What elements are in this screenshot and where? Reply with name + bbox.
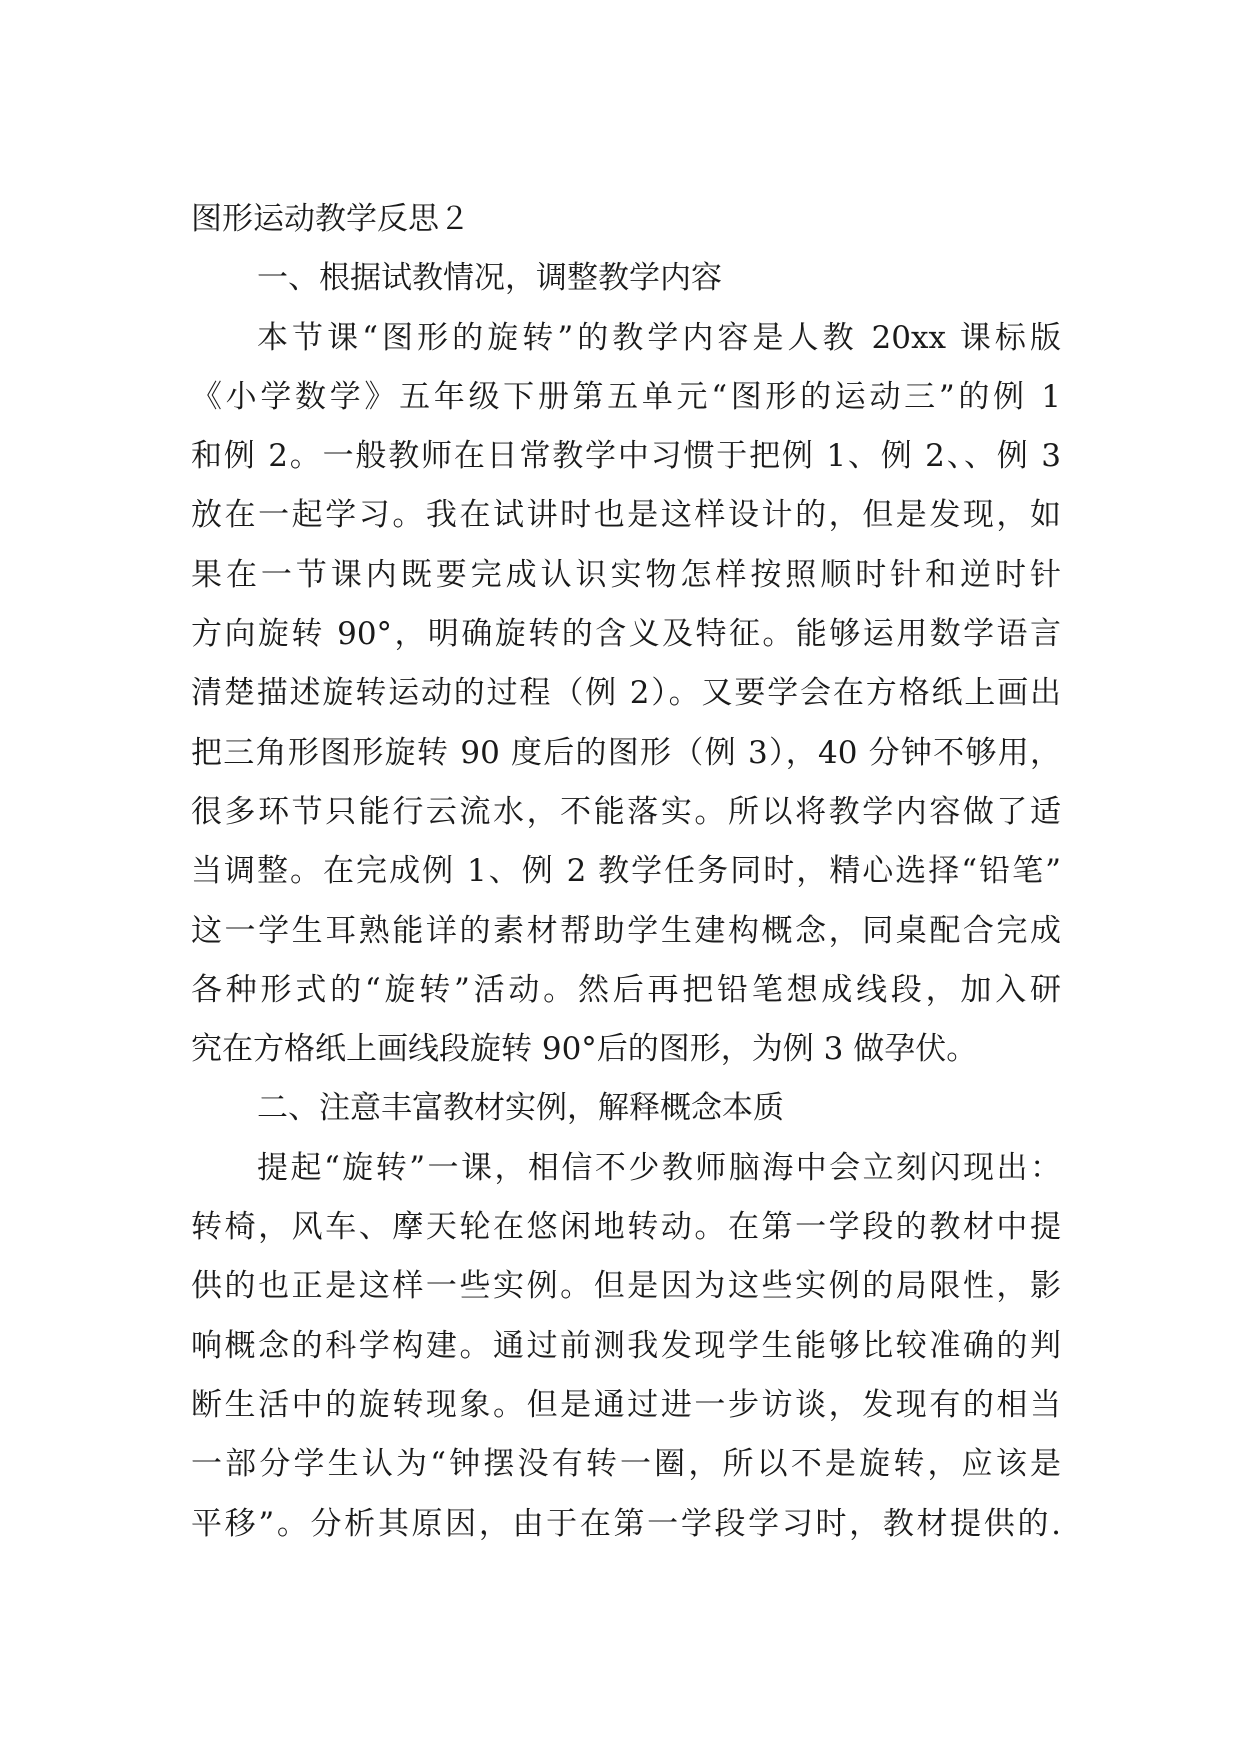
paragraph-line: 本节课“图形的旋转”的教学内容是人教 20xx 课标版 [257,319,1061,356]
paragraph-line: 清楚描述旋转运动的过程（例 2）。又要学会在方格纸上画出 [191,675,1061,712]
paragraph-line: 果在一节课内既要完成认识实物怎样按照顺时针和逆时针 [191,556,1061,593]
paragraph-line: 方向旋转 90°，明确旋转的含义及特征。能够运用数学语言 [191,616,1061,653]
paragraph-line: 各种形式的“旋转”活动。然后再把铅笔想成线段，加入研 [191,971,1061,1008]
paragraph-line: 当调整。在完成例 1、例 2 教学任务同时，精心选择“铅笔” [191,853,1061,890]
section-heading-2: 二、注意丰富教材实例，解释概念本质 [257,1090,784,1127]
paragraph-line: 响概念的科学构建。通过前测我发现学生能够比较准确的判 [191,1327,1061,1364]
paragraph-line: 供的也正是这样一些实例。但是因为这些实例的局限性，影 [191,1268,1061,1305]
paragraph-line: 究在方格纸上画线段旋转 90°后的图形，为例 3 做孕伏。 [191,1031,978,1068]
paragraph-line: 放在一起学习。我在试讲时也是这样设计的，但是发现，如 [191,497,1061,534]
section-heading-1: 一、根据试教情况，调整教学内容 [257,260,722,297]
document-title: 图形运动教学反思２ [191,201,470,237]
paragraph-line: 提起“旋转”一课，相信不少教师脑海中会立刻闪现出： [257,1149,1061,1186]
paragraph-line: 平移”。分析其原因，由于在第一学段学习时，教材提供的. [191,1505,1061,1542]
paragraph-line: 很多环节只能行云流水，不能落实。所以将教学内容做了适 [191,793,1061,830]
document-body [191,190,1061,1554]
paragraph-line: 一部分学生认为“钟摆没有转一圈，所以不是旋转，应该是 [191,1446,1061,1483]
paragraph-line: 把三角形图形旋转 90 度后的图形（例 3），40 分钟不够用， [191,734,1061,771]
paragraph-line: 断生活中的旋转现象。但是通过进一步访谈，发现有的相当 [191,1386,1061,1423]
paragraph-line: 这一学生耳熟能详的素材帮助学生建构概念，同桌配合完成 [191,912,1061,949]
paragraph-line: 《小学数学》五年级下册第五单元“图形的运动三”的例 1 [191,378,1061,415]
paragraph-line: 转椅，风车、摩天轮在悠闲地转动。在第一学段的教材中提 [191,1209,1061,1246]
paragraph-line: 和例 2。一般教师在日常教学中习惯于把例 1、例 2、、例 3 [191,438,1061,475]
